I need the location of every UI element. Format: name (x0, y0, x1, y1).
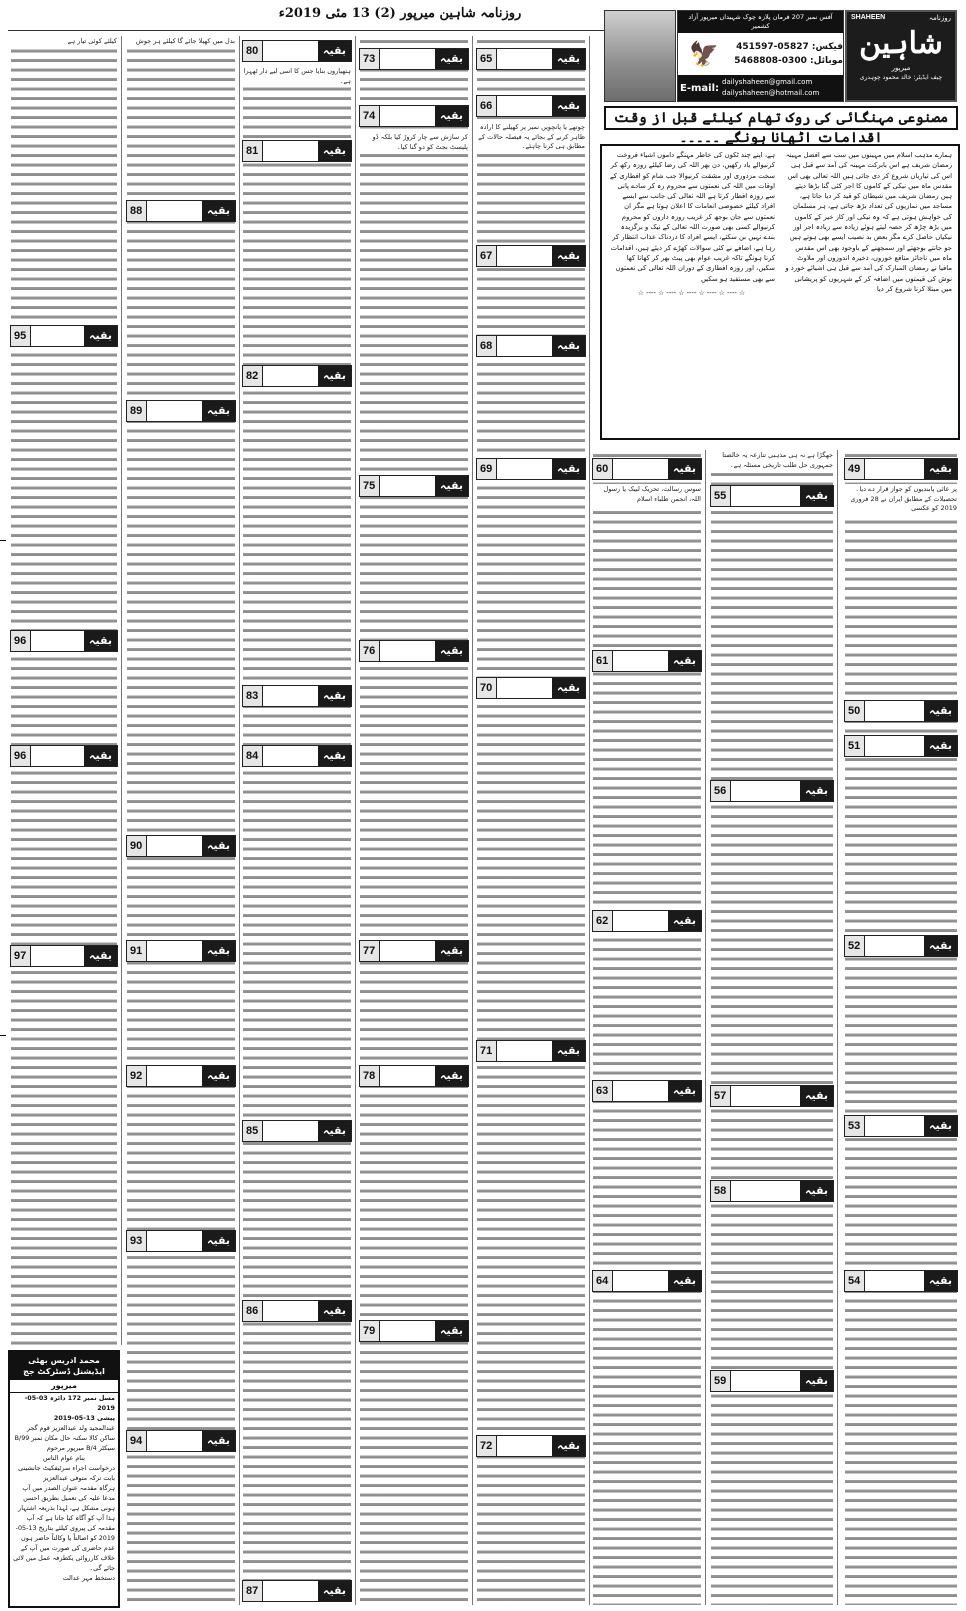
continuation-label: بقیہ (435, 1321, 468, 1341)
continuation-box (10, 945, 118, 967)
continuation-box (710, 1180, 834, 1202)
mobile-number: 0300-5468808 (734, 56, 807, 66)
continuation-number: 85 (243, 1121, 263, 1141)
editorial-stars: ☆ ---- ☆ ---- ☆ ---- ☆ ---- ☆ ---- ☆ (637, 288, 746, 297)
column-text: سوس رسالت، تحریک لبیک یا رسول اللہ، انجمن طلباء اسلام (593, 484, 701, 505)
continuation-box (242, 685, 352, 707)
continuation-box (592, 1270, 702, 1292)
continuation-label: بقیہ (924, 1116, 957, 1136)
continuation-label: بقیہ (84, 326, 117, 346)
article-column (8, 36, 120, 1345)
continuation-box (844, 735, 958, 757)
continuation-box (844, 1115, 958, 1137)
continuation-label: بقیہ (318, 366, 351, 386)
continuation-box (359, 940, 469, 962)
continuation-number: 71 (477, 1041, 497, 1061)
continuation-label: بقیہ (800, 486, 833, 506)
continuation-box (592, 1080, 702, 1102)
continuation-box (126, 1430, 236, 1452)
notice-location: میرپور (10, 1380, 118, 1393)
continuation-box (242, 1580, 352, 1602)
column-divider (239, 36, 240, 1605)
header-rule (8, 30, 604, 31)
column-text: کر سازش سے چار کروڑ کیا بلکہ ڈو پلیسٹ بجٹ کو دو گنا کیا۔ (360, 132, 468, 153)
continuation-box (359, 475, 469, 497)
continuation-box (710, 485, 834, 507)
continuation-number: 86 (243, 1301, 263, 1321)
continuation-label: بقیہ (435, 941, 468, 961)
continuation-box (710, 780, 834, 802)
notice-parties: بنام عوام الناس (43, 1454, 85, 1462)
fax-number: 05827-451597 (736, 42, 809, 52)
article-column (708, 450, 836, 1605)
continuation-number: 80 (243, 41, 263, 61)
continuation-box (476, 48, 586, 70)
editorial-column-right: ہمارے مذہب اسلام میں مہینوں میں سب سے افضل مہینہ رمضان شریف ہے اس بابرکت مہینہ کی آمد سے قبل ہی اس کی تیاریاں شروع کر دی جاتی ہیں اللہ تعالی بھی اس مقدس ماہ میں نیکی کے کاموں کا اجر کئی گنا بڑھا دیتے ہیں رمضان شریف میں شیطان کو قید کر دیا جاتا ہے، مساجد میں نمازیوں کی تعداد بڑھ جاتی ہے، ہر مسلمان کی خواہش ہوتی ہے کہ وہ نیکی اور کار خیر کے کاموں میں بڑھ چڑھ کر حصہ لیتے ہوئے زیادہ سے زیادہ اجر اور نیکیاں حاصل کرے مگر بعض بد نصیب ایسے بھی ہوتے ہیں جو جانتے بوجھتے اور سمجھنے کے باوجود بھی اس مقدس ماہ میں ناجائز منافع خوروں، ذخیرہ اندوزوں اور ملاوٹ مافیا نے رمضان المبارک کی آمد سے قبل ہی اشیائے خورد و نوش کی قیمتوں میں اضافہ کر کے شہریوں کو پریشانی میں مبتلا کرنا شروع کر دیا (785, 151, 952, 293)
continuation-number: 50 (845, 701, 865, 721)
column-divider (589, 36, 590, 1605)
editorial-headline: مصنوعی مہنگائی کی روک تھام کیلئے قبل از وقت اقدامات اٹھانا ہونگے ۔۔۔۔۔ (604, 106, 958, 130)
column-text: بدل میں کھیلا جائے گا کیلئے ہر جوش (127, 36, 235, 48)
notice-title: محمد ادریس بھٹی ایڈیشنل ڈسٹرکٹ جج (10, 1352, 118, 1380)
fold-mark (0, 540, 6, 541)
continuation-number: 57 (711, 1086, 731, 1106)
continuation-number: 67 (477, 246, 497, 266)
notice-date: پیشی 13-05-2019 (53, 1414, 115, 1422)
continuation-number: 77 (360, 941, 380, 961)
continuation-number: 89 (127, 401, 147, 421)
continuation-number: 82 (243, 366, 263, 386)
continuation-number: 51 (845, 736, 865, 756)
continuation-box (476, 245, 586, 267)
continuation-box (476, 95, 586, 117)
continuation-label: بقیہ (552, 96, 585, 116)
chief-editor: چیف ایڈیٹر: خالد محمود چوہدری (859, 74, 943, 81)
continuation-box (10, 630, 118, 652)
continuation-box (359, 640, 469, 662)
logo-city: میرپور (891, 64, 911, 72)
article-column (240, 36, 354, 1605)
continuation-label: بقیہ (800, 1086, 833, 1106)
continuation-label: بقیہ (202, 836, 235, 856)
continuation-box (126, 200, 236, 222)
continuation-label: بقیہ (800, 781, 833, 801)
continuation-number: 93 (127, 1231, 147, 1251)
continuation-label: بقیہ (84, 946, 117, 966)
continuation-label: بقیہ (202, 401, 235, 421)
continuation-number: 53 (845, 1116, 865, 1136)
continuation-number: 66 (477, 96, 497, 116)
continuation-label: بقیہ (924, 459, 957, 479)
notice-text: ہرگاہ مقدمہ عنوان الصدر میں آپ مدعا علیہ کی تعمیل بطریق احسن ہونی مشکل ہے، لہذا بذریعہ اشتہار ہذا آپ کو آگاہ کیا جاتا ہے کہ آپ مقدمہ کی پیروی کیلئے بتاریخ 13-05-2019 کو اصالتاً یا وکالتاً حاضر ہوں عدم حاضری کی صورت میں آپ کے خلاف کارروائی یکطرفہ عمل میں لائی جائے گی۔ (13, 1484, 115, 1572)
continuation-box (10, 325, 118, 347)
continuation-label: بقیہ (84, 631, 117, 651)
column-divider (121, 36, 122, 1345)
continuation-label: بقیہ (668, 1081, 701, 1101)
column-text: جھگڑا ہے نہ ہی مذہبی تنازعہ یہ خالصتا جمہوری حل طلب تاریخی مسئلہ ہے۔ (711, 450, 833, 471)
continuation-label: بقیہ (435, 1066, 468, 1086)
continuation-label: بقیہ (668, 651, 701, 671)
continuation-number: 75 (360, 476, 380, 496)
continuation-box (710, 1370, 834, 1392)
continuation-label: بقیہ (318, 141, 351, 161)
continuation-box (242, 745, 352, 767)
continuation-label: بقیہ (552, 678, 585, 698)
continuation-number: 79 (360, 1321, 380, 1341)
continuation-label: بقیہ (318, 1581, 351, 1601)
continuation-number: 95 (11, 326, 31, 346)
continuation-box (359, 1320, 469, 1342)
continuation-box (476, 1435, 586, 1457)
continuation-number: 62 (593, 911, 613, 931)
column-text: چوتھے یا پانچویں نمبر پر کھیلنے کا ارادہ ظاہر کرنے کے بجائے یہ فیصلہ حالات کے مطابق ہی کرنا چاہئے۔ (477, 122, 585, 153)
continuation-box (844, 935, 958, 957)
continuation-box (242, 1300, 352, 1322)
article-column (842, 450, 960, 1605)
mobile-label: موبائل: (810, 56, 843, 66)
continuation-label: بقیہ (202, 941, 235, 961)
article-column (474, 36, 588, 1605)
continuation-number: 65 (477, 49, 497, 69)
continuation-label: بقیہ (435, 106, 468, 126)
continuation-box (359, 48, 469, 70)
continuation-number: 63 (593, 1081, 613, 1101)
continuation-box (844, 458, 958, 480)
continuation-label: بقیہ (84, 746, 117, 766)
continuation-number: 58 (711, 1181, 731, 1201)
continuation-box (126, 940, 236, 962)
continuation-label: بقیہ (552, 246, 585, 266)
continuation-number: 90 (127, 836, 147, 856)
email-hotmail[interactable]: dailyshaheen@hotmail.com (722, 89, 820, 97)
continuation-label: بقیہ (800, 1371, 833, 1391)
column-text: پر عائی پابندیوں کو جواز قرار دے دیا۔ تحصیلات کے مطابق ایران نے 28 فروری 2019 کو عکسی (845, 484, 957, 515)
continuation-number: 73 (360, 49, 380, 69)
column-divider (472, 36, 473, 1605)
continuation-box (844, 1270, 958, 1292)
continuation-number: 76 (360, 641, 380, 661)
continuation-box (476, 1040, 586, 1062)
continuation-number: 49 (845, 459, 865, 479)
continuation-number: 94 (127, 1431, 147, 1451)
continuation-label: بقیہ (668, 911, 701, 931)
notice-case: مسل نمبر 172 دائرہ 03-05-2019 (24, 1394, 115, 1412)
continuation-box (476, 335, 586, 357)
continuation-box (710, 1085, 834, 1107)
email-gmail[interactable]: dailyshaheen@gmail.com (722, 78, 813, 86)
continuation-label: بقیہ (318, 1301, 351, 1321)
continuation-label: بقیہ (318, 746, 351, 766)
notice-signature: دستخط مہر عدالت (62, 1574, 115, 1582)
continuation-number: 70 (477, 678, 497, 698)
continuation-label: بقیہ (668, 1271, 701, 1291)
masthead-photo (604, 10, 676, 102)
continuation-label: بقیہ (924, 736, 957, 756)
column-divider (837, 450, 838, 1605)
continuation-box (242, 40, 352, 62)
article-column (124, 36, 238, 1605)
continuation-number: 84 (243, 746, 263, 766)
continuation-box (10, 745, 118, 767)
continuation-number: 61 (593, 651, 613, 671)
continuation-label: بقیہ (552, 1436, 585, 1456)
notice-body: عبدالمجید ولد عبدالعزیز قوم گجر ساکن کالا سکنہ حال مکان نمبر 99/B سیکٹر B/4 میرپور مرحوم (14, 1424, 115, 1452)
continuation-label: بقیہ (435, 641, 468, 661)
continuation-number: 88 (127, 201, 147, 221)
continuation-label: بقیہ (435, 476, 468, 496)
continuation-number: 55 (711, 486, 731, 506)
continuation-number: 54 (845, 1271, 865, 1291)
column-text: کیلئے کوئی تیار ہے (11, 36, 117, 48)
continuation-label: بقیہ (552, 49, 585, 69)
continuation-label: بقیہ (924, 1271, 957, 1291)
continuation-box (592, 910, 702, 932)
court-notice (8, 1350, 120, 1608)
contact-panel (677, 10, 844, 102)
logo-tagline: روزنامہ (928, 14, 951, 22)
continuation-box (592, 458, 702, 480)
continuation-number: 60 (593, 459, 613, 479)
article-column (357, 36, 471, 1605)
continuation-label: بقیہ (924, 701, 957, 721)
continuation-number: 56 (711, 781, 731, 801)
continuation-box (126, 1230, 236, 1252)
continuation-label: بقیہ (435, 49, 468, 69)
continuation-box (592, 650, 702, 672)
continuation-label: بقیہ (668, 459, 701, 479)
editorial-column-left (608, 150, 775, 434)
eagle-icon: 🦅 (689, 40, 719, 68)
continuation-number: 72 (477, 1436, 497, 1456)
continuation-number: 92 (127, 1066, 147, 1086)
continuation-number: 68 (477, 336, 497, 356)
continuation-label: بقیہ (552, 459, 585, 479)
article-column (590, 450, 704, 1605)
office-address: آفس نمبر 207 فرمان پلازہ چوک شہیداں میرپور آزاد کشمیر (678, 11, 843, 33)
continuation-box (126, 1065, 236, 1087)
continuation-number: 59 (711, 1371, 731, 1391)
continuation-number: 52 (845, 936, 865, 956)
continuation-number: 96 (11, 746, 31, 766)
continuation-number: 78 (360, 1066, 380, 1086)
logo-title: شاہین (859, 26, 943, 61)
continuation-number: 64 (593, 1271, 613, 1291)
continuation-label: بقیہ (552, 1041, 585, 1061)
continuation-box (476, 677, 586, 699)
continuation-label: بقیہ (202, 1431, 235, 1451)
continuation-number: 96 (11, 631, 31, 651)
column-text: ہتھیاروں بنایا جس کا اسی لیے دار ٹھہرا ہے۔ (243, 66, 351, 87)
notice-subject: درخواست اجراء سرٹیفکیٹ جانشینی بابت ترکہ متوفی عبدالعزیز (18, 1464, 115, 1482)
logo-latin: SHAHEEN (851, 14, 886, 21)
column-divider (355, 36, 356, 1605)
continuation-box (242, 1120, 352, 1142)
continuation-label: بقیہ (318, 686, 351, 706)
editorial-text: ہے، اپنے چند ٹکوں کی خاطر مہنگے داموں اشیاء فروخت کرنیوالے یاد رکھیں، دن بھر اللہ کی رضا کیلئے روزہ رکھ کر سخت مزدوری اور مشقت کرنیوالا جب شام کو افطاری کے اوقات میں اللہ کی نعمتوں سے محروم رہ کر سادے پانی سے روزہ افطار کرتا ہے اللہ تعالی کی جانب سے ایسے افراد کیلئے خصوصی انعامات کا اعلان ہوتا ہے مگر ان نعمتوں سے جان بوجھ کر غریب روزہ داروں کو محروم کرنیوالے کسی بھی صورت اللہ تعالی کے نیک و برگزیدہ بندے نہیں بن سکتے، ایسے افراد کا دردناک عذاب انتظار کر رہا ہے، اضافے نے کئی سوالات کھڑے کر دیئے ہیں، اقدامات کرنا ہونگے تاکہ غریب عوام بھی پیٹ بھر کر کھانا کھا سکیں، اور روزہ افطاری کے دوران اللہ تعالی کی نعمتوں سے بھی مستفید ہو سکیں (609, 151, 775, 283)
continuation-number: 81 (243, 141, 263, 161)
continuation-box (359, 1065, 469, 1087)
continuation-label: بقیہ (924, 936, 957, 956)
continuation-number: 91 (127, 941, 147, 961)
masthead-logo (845, 10, 957, 102)
continuation-label: بقیہ (202, 201, 235, 221)
fold-mark (0, 1035, 6, 1036)
continuation-number: 69 (477, 459, 497, 479)
page-header: روزنامہ شاہین میرپور (2) 13 مئی 2019ء (278, 6, 522, 21)
editorial (600, 144, 960, 440)
continuation-label: بقیہ (202, 1066, 235, 1086)
continuation-label: بقیہ (318, 41, 351, 61)
continuation-box (476, 458, 586, 480)
fax-label: فیکس: (811, 42, 843, 52)
continuation-box (126, 835, 236, 857)
continuation-box (844, 700, 958, 722)
continuation-label: بقیہ (318, 1121, 351, 1141)
email-label: E-mail: (680, 82, 720, 94)
continuation-label: بقیہ (202, 1231, 235, 1251)
continuation-label: بقیہ (552, 336, 585, 356)
continuation-box (242, 140, 352, 162)
column-divider (705, 450, 706, 1605)
continuation-box (242, 365, 352, 387)
continuation-number: 87 (243, 1581, 263, 1601)
continuation-box (126, 400, 236, 422)
continuation-number: 83 (243, 686, 263, 706)
continuation-number: 74 (360, 106, 380, 126)
continuation-label: بقیہ (800, 1181, 833, 1201)
continuation-box (359, 105, 469, 127)
continuation-number: 97 (11, 946, 31, 966)
